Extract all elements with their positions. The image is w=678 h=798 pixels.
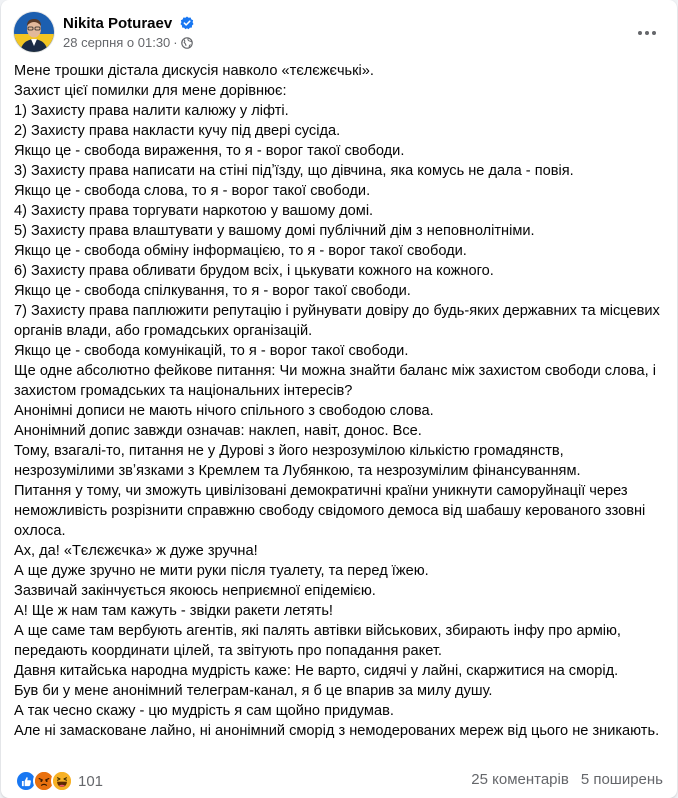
post-text-line: А так чесно скажу - цю мудрість я сам щойно придумав. xyxy=(14,703,394,719)
comments-count-link[interactable]: 25 коментарів xyxy=(471,771,569,788)
post-text-line: Ах, да! «Тєлєжєчка» ж дуже зручна! xyxy=(14,543,258,559)
reactions-summary[interactable] xyxy=(15,770,103,792)
globe-icon[interactable] xyxy=(181,36,193,53)
shares-count-link[interactable]: 5 поширень xyxy=(580,771,663,788)
author-name-row xyxy=(63,14,194,35)
reaction-count: 101 xyxy=(78,772,104,790)
post-text-line: 7) Захисту права паплюжити репутацію і руйнувати довіру до будь-яких державних та місцевих органів влади, або громадських організацій. xyxy=(14,303,660,339)
post-text-line: Питання у тому, чи зможуть цивілізовані демократичні країни уникнути саморуйнації через неможливість розрізнити справжню свободу свідомого демоса від шабашу керованого ззовні охлоса. xyxy=(14,483,646,539)
post-text-line: 5) Захисту права влаштувати у вашому домі публічний дім з неповнолітніми. xyxy=(14,223,535,239)
post-text-line: А ще саме там вербують агентів, які палять автівки військових, збирають інфу про армію, передають координати цілей, та звітують про попадання ракет. xyxy=(14,623,621,659)
post-text-line: Якщо це - свобода комунікацій, то я - ворог такої свободи. xyxy=(14,343,409,359)
post-text-line: Тому, взагалі-то, питання не у Дурові з його незрозумілою кількістю громадянств, незрозумілими звʼязками з Кремлем та Лубянкою, та незрозумілим фінансуванням. xyxy=(14,443,581,479)
post-text-line: Зазвичай закінчується якоюсь неприємної епідемією. xyxy=(14,583,376,599)
more-options-button[interactable] xyxy=(630,16,664,50)
post-text-line: 3) Захисту права написати на стіні підʼїзду, що дівчина, яка комусь не дала - повія. xyxy=(14,163,574,179)
post-text-line: А! Ще ж нам там кажуть - звідки ракети летять! xyxy=(14,603,333,619)
more-options-icon xyxy=(637,30,657,36)
post-card xyxy=(1,0,677,798)
post-text-line: Якщо це - свобода обміну інформацією, то я - ворог такої свободи. xyxy=(14,243,467,259)
post-footer xyxy=(15,768,663,792)
post-date-link[interactable]: 28 серпня о 01:30 xyxy=(63,35,171,50)
author-name-link[interactable]: Nikita Poturaev xyxy=(63,15,173,32)
post-text-line: 2) Захисту права накласти кучу під двері сусіда. xyxy=(14,123,341,139)
post-text-line: Але ні замасковане лайно, ні анонімний сморід з немодерованих мереж від цього не зникають. xyxy=(14,723,660,739)
post-text-line: Давня китайська народна мудрість каже: Не варто, сидячі у лайні, скаржитися на сморід. xyxy=(14,663,619,679)
post-text-line: А ще дуже зручно не мити руки після туалету, та перед їжею. xyxy=(14,563,429,579)
post-header xyxy=(14,12,664,54)
verified-badge-icon xyxy=(180,16,194,35)
post-text xyxy=(14,61,666,741)
post-text-line: Був би у мене анонімний телеграм-канал, я б це впарив за милу душу. xyxy=(14,683,493,699)
post-text-line: Мене трошки дістала дискусія навколо «тєлєжєчькі». xyxy=(14,63,374,79)
post-text-line: Якщо це - свобода спілкування, то я - ворог такої свободи. xyxy=(14,283,411,299)
post-text-line: Анонімний допис завжди означав: наклеп, навіт, донос. Все. xyxy=(14,423,422,439)
engagement-counts xyxy=(471,771,663,788)
post-text-line: 1) Захисту права налити калюжу у ліфті. xyxy=(14,103,289,119)
haha-icon xyxy=(51,770,73,792)
post-text-line: Якщо це - свобода вираження, то я - ворог такої свободи. xyxy=(14,143,405,159)
post-text-line: 4) Захисту права торгувати наркотою у вашому домі. xyxy=(14,203,374,219)
meta-separator: · xyxy=(173,35,178,50)
post-text-line: 6) Захисту права обливати брудом всіх, і цькувати кожного на кожного. xyxy=(14,263,494,279)
post-text-line: Ще одне абсолютно фейкове питання: Чи можна знайти баланс між захистом свободи слова, і захистом громадських та національних інтересів? xyxy=(14,363,656,399)
post-text-line: Якщо це - свобода слова, то я - ворог такої свободи. xyxy=(14,183,371,199)
author-avatar[interactable] xyxy=(14,12,54,52)
post-text-line: Захист цієї помилки для мене дорівнює: xyxy=(14,83,287,99)
post-meta xyxy=(63,34,193,53)
post-text-line: Анонімні дописи не мають нічого спільного з свободою слова. xyxy=(14,403,434,419)
